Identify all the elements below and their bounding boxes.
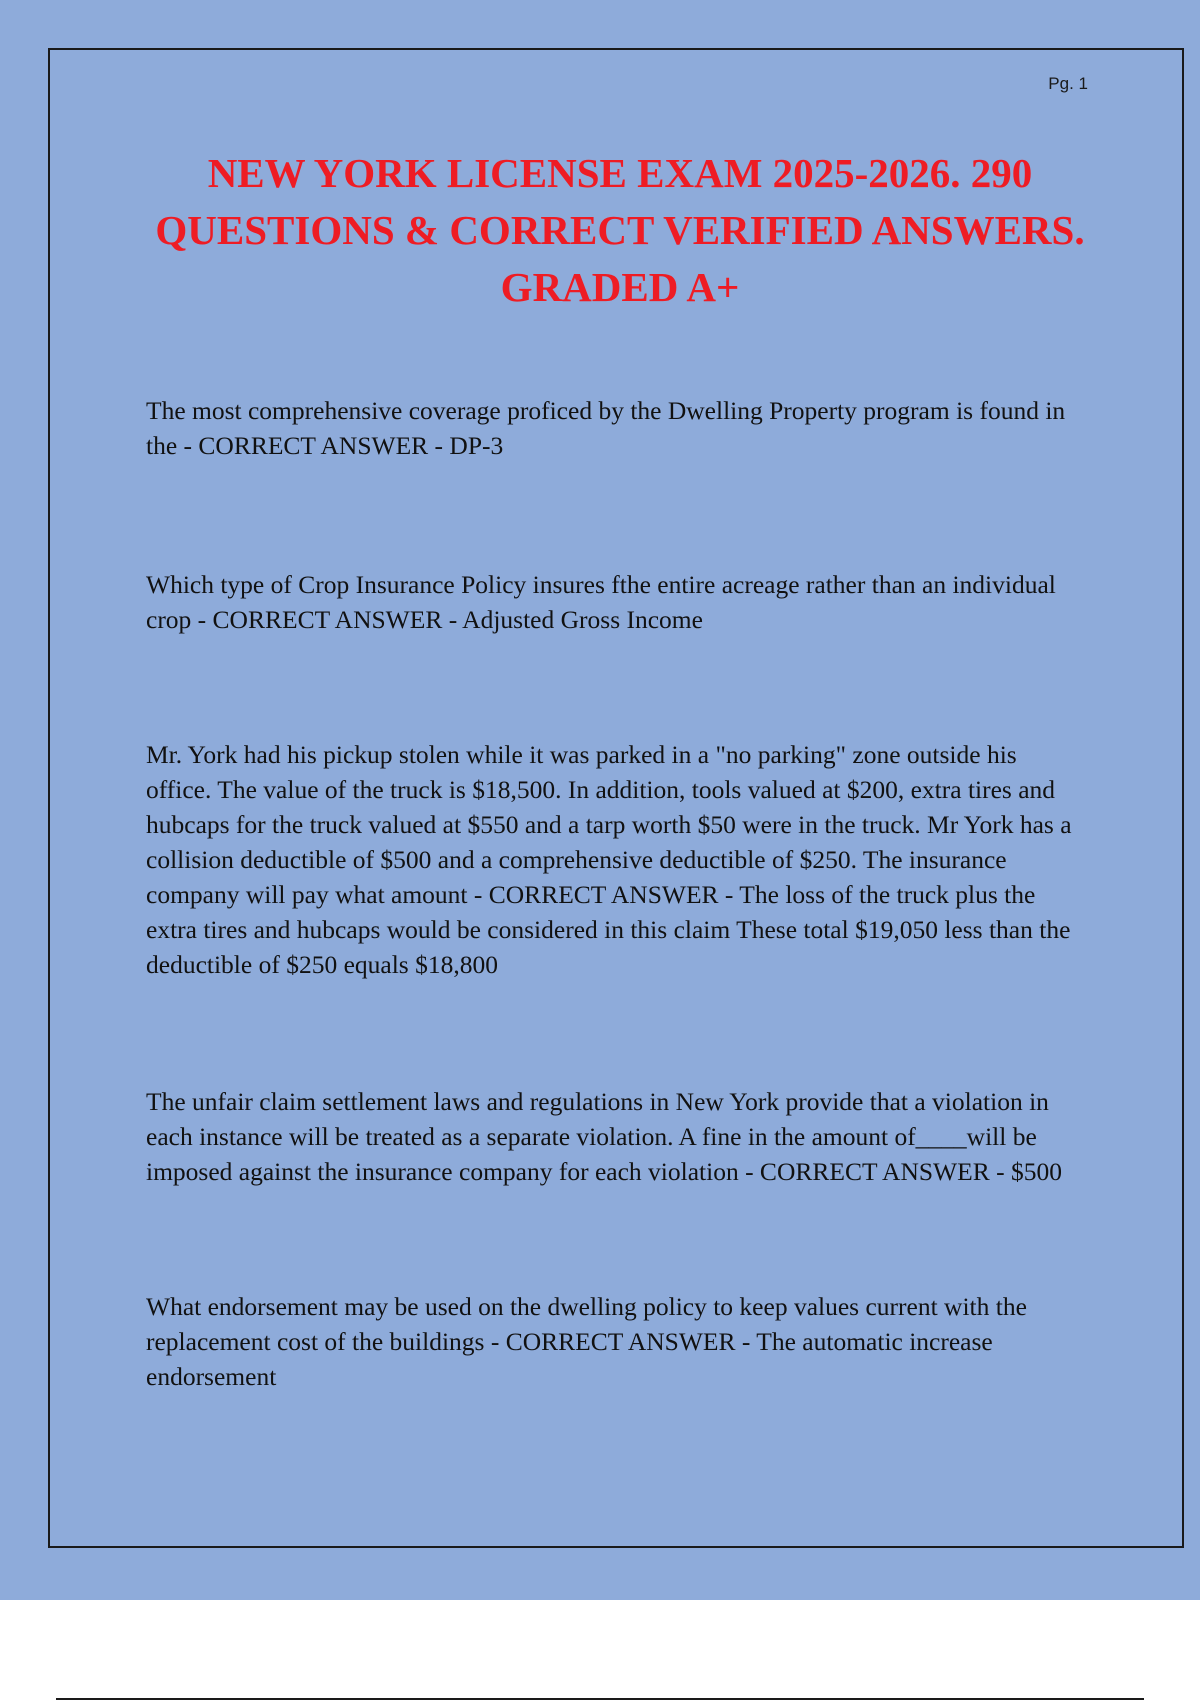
qa-item-4: The unfair claim settlement laws and regulations in New York provide that a violation in each instance will be treated as a separate violation. A fine in the amount of____will be imposed against the insurance company for each violation - CORRECT ANSWER - $500: [146, 1087, 1062, 1186]
qa-item-5: What endorsement may be used on the dwelling policy to keep values current with the replacement cost of the buildings - CORRECT ANSWER - The automatic increase endorsement: [146, 1292, 1027, 1391]
qa-item-1: The most comprehensive coverage proficed by the Dwelling Property program is found in the - CORRECT ANSWER - DP-3: [146, 396, 1066, 460]
page-number: Pg. 1: [1048, 74, 1088, 93]
qa-item-3: Mr. York had his pickup stolen while it was parked in a "no parking" zone outside his office. The value of the truck is $18,500. In addition, tools valued at $200, extra tires and hubcaps for the truck valued at $550 and a tarp worth $50 were in the truck. Mr York has a collision deductible of $500 and a comprehensive deductible of $250. The insurance company will pay what amount - CORRECT ANSWER - The loss of the truck plus the extra tires and hubcaps would be considered in this claim These total $19,050 less than the deductible of $250 equals $18,800: [146, 740, 1072, 979]
qa-item-2: Which type of Crop Insurance Policy insures fthe entire acreage rather than an individual crop - CORRECT ANSWER - Adjusted Gross Income: [146, 570, 1056, 634]
question-answer-list: [146, 393, 1086, 1394]
document-title: NEW YORK LICENSE EXAM 2025-2026. 290 QUESTIONS & CORRECT VERIFIED ANSWERS. GRADED A+: [155, 150, 1085, 310]
